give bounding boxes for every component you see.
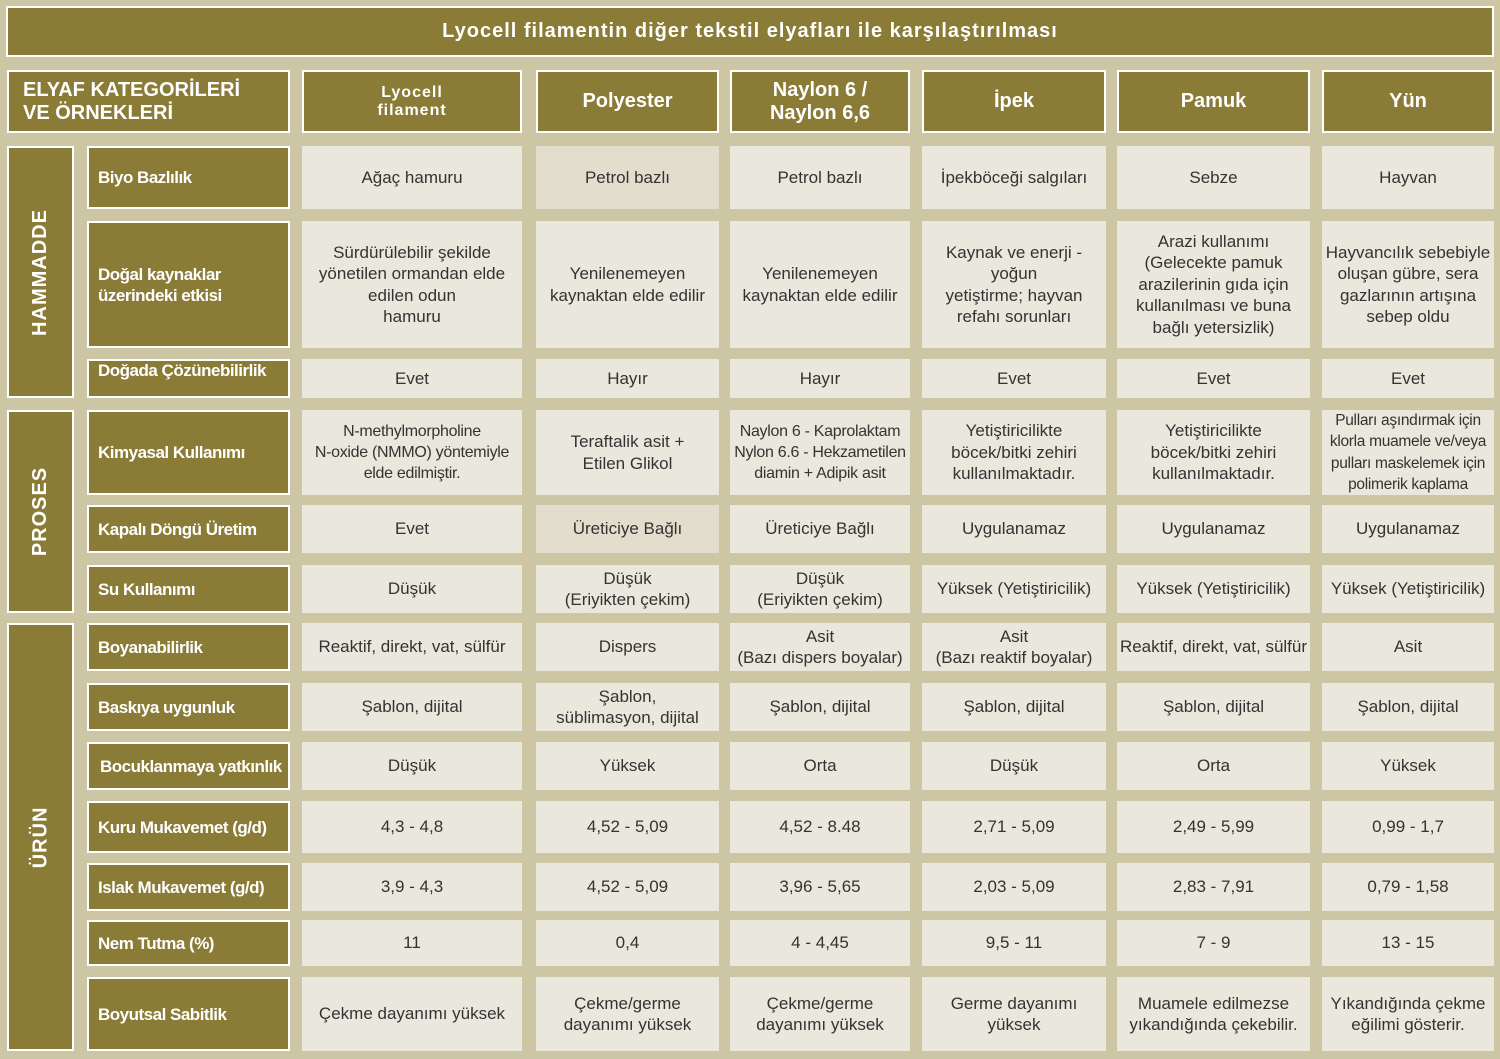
row-label: Boyanabilirlik [87,623,290,671]
table-cell: Reaktif, direkt, vat, sülfür [302,623,522,671]
table-cell: 4,52 - 8.48 [730,801,910,853]
row-label: Kapalı Döngü Üretim [87,505,290,553]
table-cell: Muamele edilmezse yıkandığında çekebilir. [1117,977,1310,1051]
column-header-polyester: Polyester [536,70,719,133]
table-cell: Sürdürülebilir şekilde yönetilen ormandan elde edilen odun hamuru [302,221,522,348]
table-cell: Hayır [730,359,910,398]
table-cell: İpekböceği salgıları [922,146,1106,209]
table-cell: 4,52 - 5,09 [536,801,719,853]
table-cell: Düşük [302,742,522,790]
table-cell: 2,49 - 5,99 [1117,801,1310,853]
table-cell: 7 - 9 [1117,920,1310,966]
section-hammadde-label: HAMMADDE [29,208,52,336]
table-cell: 0,4 [536,920,719,966]
table-cell: Çekme dayanımı yüksek [302,977,522,1051]
table-cell: Yüksek [536,742,719,790]
table-cell: 13 - 15 [1322,920,1494,966]
table-cell: Orta [1117,742,1310,790]
table-cell: Kaynak ve enerji - yoğun yetiştirme; hayvan refahı sorunları [922,221,1106,348]
table-cell: Uygulanamaz [1322,505,1494,553]
table-cell: Arazi kullanımı (Gelecekte pamuk arazilerinin gıda için kullanılması ve buna bağlı yetersizlik) [1117,221,1310,348]
table-cell: Uygulanamaz [1117,505,1310,553]
table-cell: Çekme/germe dayanımı yüksek [536,977,719,1051]
row-label: Doğal kaynaklar üzerindeki etkisi [87,221,290,348]
table-cell: Orta [730,742,910,790]
row-label: Kimyasal Kullanımı [87,410,290,495]
row-label: Doğada Çözünebilirlik [87,359,290,398]
table-cell: Germe dayanımı yüksek [922,977,1106,1051]
table-cell: Asit (Bazı dispers boyalar) [730,623,910,671]
table-cell: Düşük (Eriyikten çekim) [730,565,910,613]
table-cell: Şablon, dijital [1117,683,1310,731]
table-cell: Hayvancılık sebebiyle oluşan gübre, sera gazlarının artışına sebep oldu [1322,221,1494,348]
table-cell: Şablon, süblimasyon, dijital [536,683,719,731]
table-cell: Petrol bazlı [536,146,719,209]
table-cell: Petrol bazlı [730,146,910,209]
row-label: Nem Tutma (%) [87,920,290,966]
table-cell: Ağaç hamuru [302,146,522,209]
table-cell: Evet [1117,359,1310,398]
table-cell: Hayvan [1322,146,1494,209]
table-cell: Naylon 6 - Kaprolaktam Nylon 6.6 - Hekzametilen diamin + Adipik asit [730,410,910,495]
table-cell: Şablon, dijital [302,683,522,731]
row-label: Boyutsal Sabitlik [87,977,290,1051]
table-cell: Şablon, dijital [1322,683,1494,731]
table-cell: 2,03 - 5,09 [922,863,1106,911]
column-header-yun: Yün [1322,70,1494,133]
row-label: Kuru Mukavemet (g/d) [87,801,290,853]
table-cell: 4,52 - 5,09 [536,863,719,911]
table-cell: Şablon, dijital [730,683,910,731]
table-cell: Yüksek (Yetiştiricilik) [922,565,1106,613]
table-cell: Üreticiye Bağlı [730,505,910,553]
table-cell: Düşük [922,742,1106,790]
table-cell: Uygulanamaz [922,505,1106,553]
table-cell: Yenilenemeyen kaynaktan elde edilir [730,221,910,348]
row-label: Biyo Bazlılık [87,146,290,209]
table-cell: Asit [1322,623,1494,671]
table-cell: Asit (Bazı reaktif boyalar) [922,623,1106,671]
table-cell: Hayır [536,359,719,398]
table-cell: Yüksek [1322,742,1494,790]
table-cell: Üreticiye Bağlı [536,505,719,553]
table-cell: Yenilenemeyen kaynaktan elde edilir [536,221,719,348]
table-cell: Çekme/germe dayanımı yüksek [730,977,910,1051]
table-cell: Düşük (Eriyikten çekim) [536,565,719,613]
table-cell: 4,3 - 4,8 [302,801,522,853]
row-label: Su Kullanımı [87,565,290,613]
section-hammadde [7,146,74,398]
row-label: Bocuklanmaya yatkınlık [87,742,290,790]
column-header-naylon: Naylon 6 / Naylon 6,6 [730,70,910,133]
table-cell: Düşük [302,565,522,613]
table-cell: Yüksek (Yetiştiricilik) [1322,565,1494,613]
table-cell: 3,9 - 4,3 [302,863,522,911]
table-cell: 4 - 4,45 [730,920,910,966]
table-title: Lyocell filamentin diğer tekstil elyafları ile karşılaştırılması [6,6,1494,57]
table-cell: 11 [302,920,522,966]
table-cell: Yetiştiricilikte böcek/bitki zehiri kullanılmaktadır. [922,410,1106,495]
section-urun-label: ÜRÜN [29,806,51,868]
table-cell: Teraftalik asit + Etilen Glikol [536,410,719,495]
table-cell: 0,79 - 1,58 [1322,863,1494,911]
row-label: Islak Mukavemet (g/d) [87,863,290,911]
table-cell: Pulları aşındırmak için klorla muamele ve/veya pulları maskelemek için polimerik kaplama [1322,410,1494,495]
table-cell: Evet [302,505,522,553]
section-proses-label: PROSES [29,466,52,557]
table-cell: Reaktif, direkt, vat, sülfür [1117,623,1310,671]
section-proses [7,410,74,613]
table-cell: Yetiştiricilikte böcek/bitki zehiri kullanılmaktadır. [1117,410,1310,495]
table-cell: Şablon, dijital [922,683,1106,731]
table-cell: Sebze [1117,146,1310,209]
column-header-lyocell: Lyocell filament [302,70,522,133]
table-cell: N-methylmorpholine N-oxide (NMMO) yöntemiyle elde edilmiştir. [302,410,522,495]
table-cell: Evet [1322,359,1494,398]
table-cell: Dispers [536,623,719,671]
row-label: Baskıya uygunluk [87,683,290,731]
column-header-pamuk: Pamuk [1117,70,1310,133]
table-cell: Evet [302,359,522,398]
category-header-line-1: ELYAF KATEGORİLERİ [23,78,241,101]
table-cell: 0,99 - 1,7 [1322,801,1494,853]
category-header-line-2: VE ÖRNEKLERİ [23,101,174,124]
table-cell: 2,83 - 7,91 [1117,863,1310,911]
table-cell: Yıkandığında çekme eğilimi gösterir. [1322,977,1494,1051]
table-cell: Evet [922,359,1106,398]
column-header-ipek: İpek [922,70,1106,133]
table-cell: 3,96 - 5,65 [730,863,910,911]
table-cell: 9,5 - 11 [922,920,1106,966]
table-cell: 2,71 - 5,09 [922,801,1106,853]
category-header [7,70,290,133]
section-urun [7,623,74,1051]
table-cell: Yüksek (Yetiştiricilik) [1117,565,1310,613]
